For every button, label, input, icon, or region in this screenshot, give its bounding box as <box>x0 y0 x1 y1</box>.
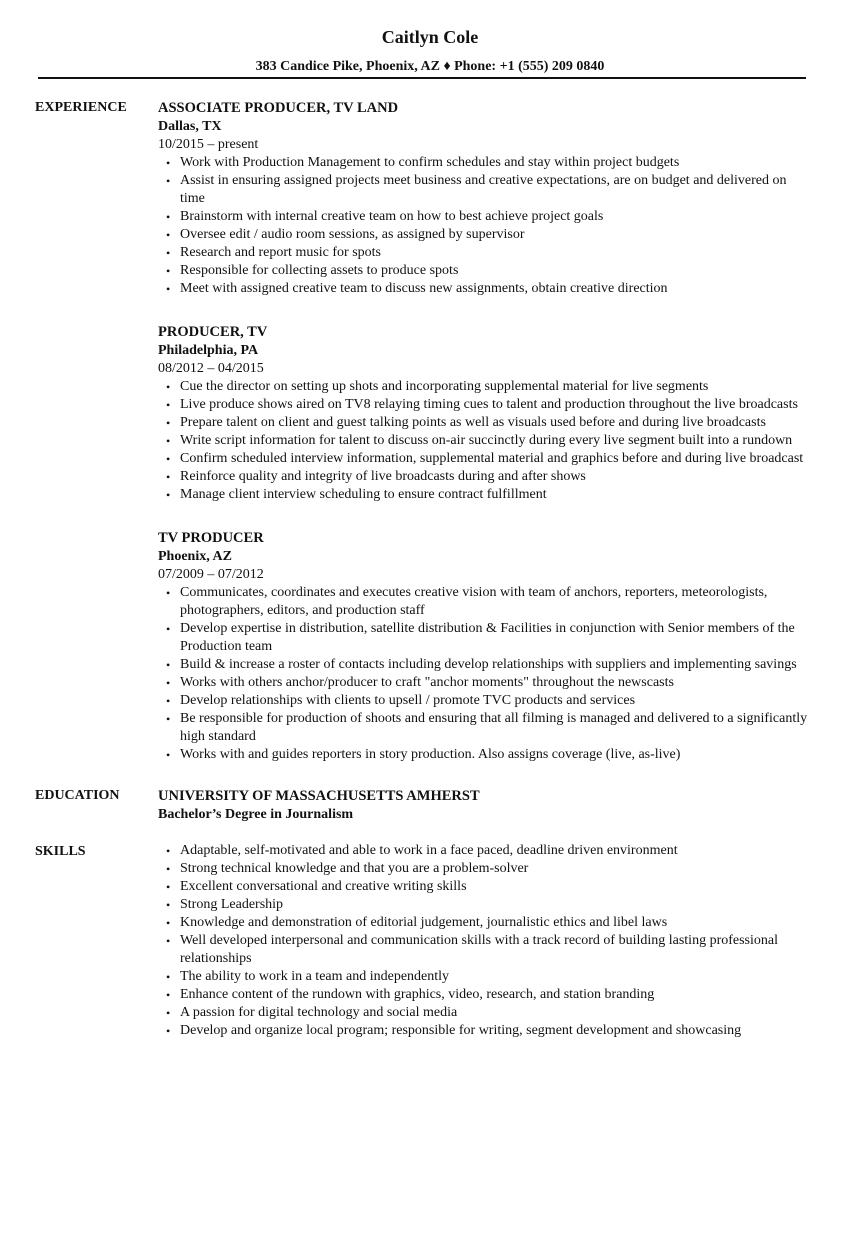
section-heading: EXPERIENCE <box>35 100 127 115</box>
list-item: • Manage client interview scheduling to ensure contract fulfillment <box>180 486 808 504</box>
school: UNIVERSITY OF MASSACHUSETTS AMHERST <box>158 788 480 804</box>
education-section <box>35 786 815 824</box>
candidate-name: Caitlyn Cole <box>381 27 479 47</box>
list-item: • Brainstorm with internal creative team on how to best achieve project goals <box>180 208 808 226</box>
job-title: TV PRODUCER <box>158 530 264 546</box>
education-body <box>158 786 815 824</box>
job-bullets <box>158 154 815 298</box>
job-bullets <box>158 584 815 764</box>
job-title: ASSOCIATE PRODUCER, TV LAND <box>158 100 399 116</box>
experience-section <box>35 98 815 788</box>
skills-list <box>158 842 815 1040</box>
list-item: • Meet with assigned creative team to discuss new assignments, obtain creative direction <box>180 280 808 298</box>
list-item: • Excellent conversational and creative writing skills <box>180 878 808 896</box>
diamond-separator-icon: ♦ <box>443 59 451 74</box>
job-dates: 08/2012 – 04/2015 <box>158 361 264 376</box>
section-heading: EDUCATION <box>35 788 120 803</box>
list-item: • Be responsible for production of shoots and ensuring that all filming is managed and delivered to a significantly high standard <box>180 710 808 746</box>
list-item: • A passion for digital technology and social media <box>180 1004 808 1022</box>
list-item: • Strong Leadership <box>180 896 808 914</box>
list-item: • Develop and organize local program; responsible for writing, segment development and showcasing <box>180 1022 808 1040</box>
list-item: • Confirm scheduled interview information, supplemental material and graphics before and during live broadcast <box>180 450 808 468</box>
list-item: • Strong technical knowledge and that you are a problem-solver <box>180 860 808 878</box>
job-location: Dallas, TX <box>158 119 222 134</box>
header-divider <box>38 77 806 79</box>
address: 383 Candice Pike, Phoenix, AZ <box>255 59 440 74</box>
list-item: • Develop relationships with clients to upsell / promote TVC products and services <box>180 692 808 710</box>
list-item: • Write script information for talent to discuss on-air succinctly during every live segment built into a rundown <box>180 432 808 450</box>
section-heading: SKILLS <box>35 844 86 859</box>
list-item: • Communicates, coordinates and executes creative vision with team of anchors, reporters, meteorologists, photographers, editors, and production staff <box>180 584 808 620</box>
list-item: • Research and report music for spots <box>180 244 808 262</box>
contact-line <box>0 58 860 76</box>
degree: Bachelor’s Degree in Journalism <box>158 807 354 822</box>
list-item: • Enhance content of the rundown with graphics, video, research, and station branding <box>180 986 808 1004</box>
job-entry <box>158 528 815 764</box>
skills-body <box>158 842 815 1040</box>
job-location: Philadelphia, PA <box>158 343 259 358</box>
job-list <box>158 98 815 788</box>
list-item: • Well developed interpersonal and communication skills with a track record of building lasting professional relationships <box>180 932 808 968</box>
list-item: • Works with others anchor/producer to craft "anchor moments" throughout the newscasts <box>180 674 808 692</box>
skills-section <box>35 842 815 1040</box>
job-dates: 07/2009 – 07/2012 <box>158 567 264 582</box>
list-item: • Live produce shows aired on TV8 relaying timing cues to talent and production throughout the live broadcasts <box>180 396 808 414</box>
phone: Phone: +1 (555) 209 0840 <box>454 59 605 74</box>
job-bullets <box>158 378 815 504</box>
list-item: • The ability to work in a team and independently <box>180 968 808 986</box>
list-item: • Develop expertise in distribution, satellite distribution & Facilities in conjunction with Senior members of the Production team <box>180 620 808 656</box>
job-entry <box>158 322 815 504</box>
list-item: • Prepare talent on client and guest talking points as well as visuals used before and during live broadcasts <box>180 414 808 432</box>
job-location: Phoenix, AZ <box>158 549 232 564</box>
list-item: • Cue the director on setting up shots and incorporating supplemental material for live segments <box>180 378 808 396</box>
job-dates: 10/2015 – present <box>158 137 259 152</box>
list-item: • Build & increase a roster of contacts including develop relationships with suppliers and implementing savings <box>180 656 808 674</box>
list-item: • Adaptable, self-motivated and able to work in a face paced, deadline driven environment <box>180 842 808 860</box>
list-item: • Reinforce quality and integrity of live broadcasts during and after shows <box>180 468 808 486</box>
job-entry <box>158 98 815 298</box>
list-item: • Work with Production Management to confirm schedules and stay within project budgets <box>180 154 808 172</box>
list-item: • Knowledge and demonstration of editorial judgement, journalistic ethics and libel laws <box>180 914 808 932</box>
list-item: • Assist in ensuring assigned projects meet business and creative expectations, are on budget and delivered on time <box>180 172 808 208</box>
list-item: • Oversee edit / audio room sessions, as assigned by supervisor <box>180 226 808 244</box>
resume-body <box>35 98 815 1040</box>
list-item: • Responsible for collecting assets to produce spots <box>180 262 808 280</box>
job-title: PRODUCER, TV <box>158 324 268 340</box>
list-item: • Works with and guides reporters in story production. Also assigns coverage (live, as-live) <box>180 746 808 764</box>
